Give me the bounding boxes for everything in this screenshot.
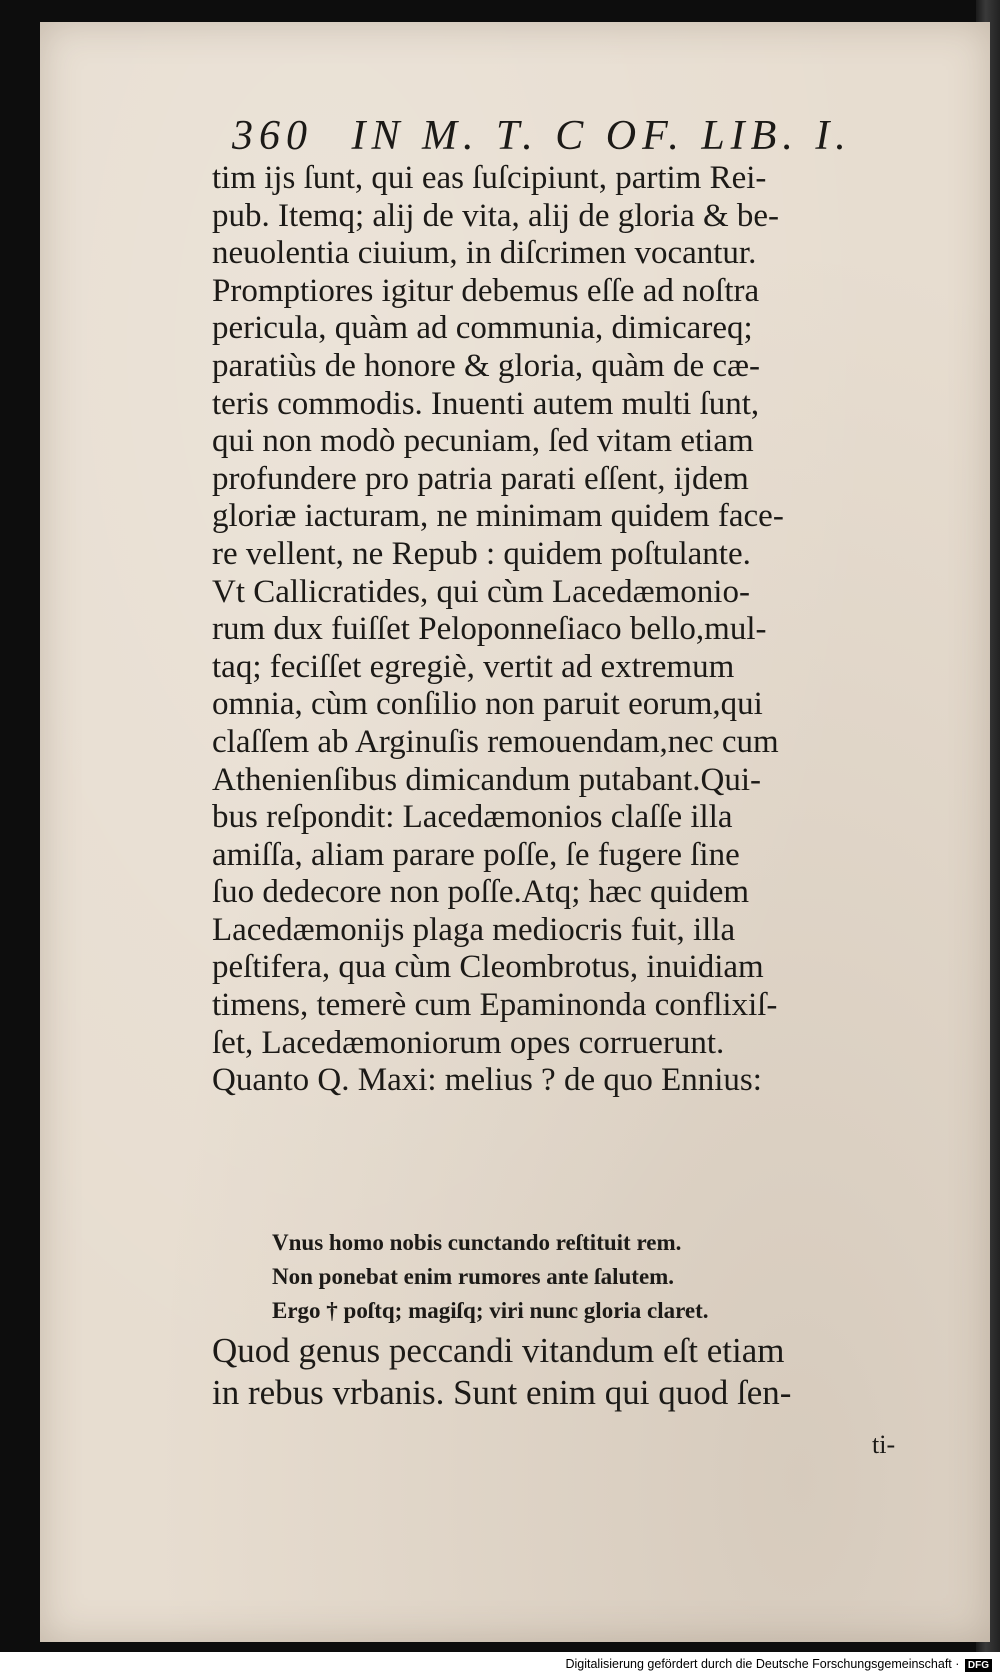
credit-text: Digitalisierung gefördert durch die Deutsche Forschungsgemeinschaft · (565, 1657, 960, 1671)
text-line: Promptiores igitur debemus eſſe ad noſtra (212, 272, 760, 309)
text-line: Lacedæmonĳs plaga mediocris fuit, illa (212, 911, 736, 948)
text-line: Vt Callicratides, qui cùm Lacedæmonio- (212, 573, 750, 610)
verse-line: Non ponebat enim rumores ante ſalutem. (272, 1264, 675, 1289)
text-line: ſet, Lacedæmoniorum opes corruerunt. (212, 1024, 725, 1061)
verse-line: Ergo † poſtq; magiſq; viri nunc gloria claret. (272, 1298, 709, 1323)
text-line: pub. Itemq; alĳ de vita, alĳ de gloria & be- (212, 197, 780, 234)
text-line: in rebus vrbanis. Sunt enim qui quod ſen- (212, 1373, 792, 1412)
verse-line: Vnus homo nobis cunctando reſtituit rem. (272, 1230, 682, 1255)
page-number: 360 (232, 113, 313, 159)
text-line: qui non modò pecuniam, ſed vitam etiam (212, 423, 754, 460)
text-line: timens, temerè cum Epaminonda conflixiſ- (212, 987, 778, 1024)
catchword: ti- (872, 1430, 896, 1459)
digitization-credit (565, 1657, 992, 1672)
text-line: neuolentia ciuium, in diſcrimen vocantur. (212, 235, 757, 272)
text-line: ſuo dedecore non poſſe.Atq; hæc quidem (212, 874, 750, 911)
text-line: Quod genus peccandi vitandum eſt etiam (212, 1331, 785, 1370)
text-line: taq; feciſſet egregiè, vertit ad extremum (212, 648, 735, 685)
text-line: rum dux fuiſſet Peloponneſiaco bello,mul- (212, 611, 767, 648)
closing-text (212, 1330, 892, 1414)
text-line: Quanto Q. Maxi: melius ? de quo Ennius: (212, 1062, 762, 1099)
text-line: pericula, quàm ad communia, dimicareq; (212, 310, 753, 347)
text-line: teris commodis. Inuenti autem multi ſunt, (212, 385, 760, 422)
running-head (232, 112, 872, 160)
text-line: gloriæ iacturam, ne minimam quidem face- (212, 498, 784, 535)
text-line: Athenienſibus dimicandum putabant.Qui- (212, 761, 761, 798)
text-line: tim ĳs ſunt, qui eas ſuſcipiunt, partim Rei- (212, 160, 767, 196)
verse-quotation (272, 1226, 872, 1328)
text-line: bus reſpondit: Lacedæmonios claſſe illa (212, 799, 733, 836)
text-line: profundere pro patria parati eſſent, ĳdem (212, 460, 749, 497)
text-line: re vellent, ne Repub : quidem poſtulante. (212, 535, 751, 572)
text-line: paratiùs de honore & gloria, quàm de cæ- (212, 347, 760, 384)
dfg-logo: DFG (965, 1659, 992, 1672)
text-line: claſſem ab Arginuſis remouendam,nec cum (212, 723, 779, 760)
running-head-title: IN M. T. C OF. LIB. I. (351, 113, 852, 159)
text-line: omnia, cùm conſilio non paruit eorum,qui (212, 686, 763, 723)
text-line: amiſſa, aliam parare poſſe, ſe fugere ſine (212, 836, 740, 873)
body-text (212, 160, 892, 1100)
text-line: peſtifera, qua cùm Cleombrotus, inuidiam (212, 949, 764, 986)
